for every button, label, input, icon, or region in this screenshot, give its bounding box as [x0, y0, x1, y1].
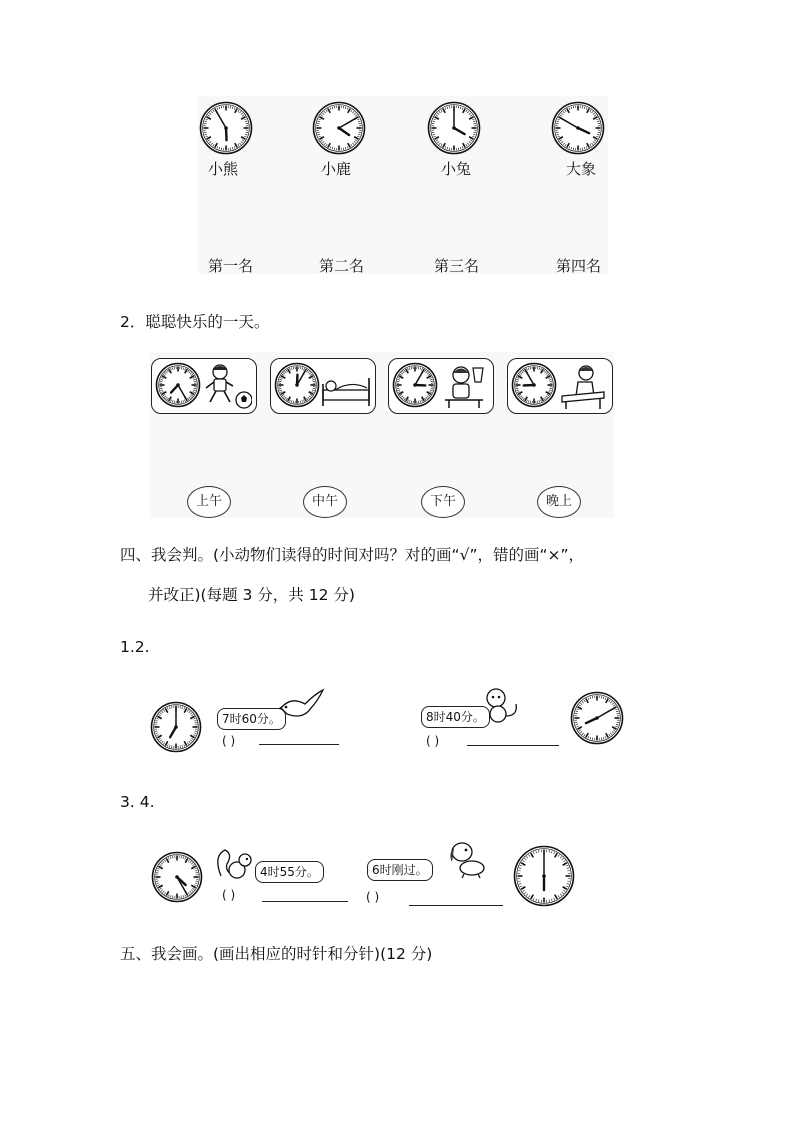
speech-bubble: 7时60分。 [217, 708, 286, 730]
answer-paren[interactable]: ( ) [366, 890, 380, 904]
answer-paren[interactable]: ( ) [222, 888, 236, 902]
activity-card [388, 358, 494, 414]
activity-card [507, 358, 613, 414]
boy-running-icon [202, 362, 252, 410]
dog-icon [446, 840, 490, 880]
period-label: 下午 [421, 486, 465, 518]
clock-icon [570, 691, 624, 745]
period-label: 上午 [187, 486, 231, 518]
clock-icon [392, 362, 438, 408]
period-label: 晚上 [537, 486, 581, 518]
activity-card [270, 358, 376, 414]
question-number: 3. 4. [120, 793, 155, 811]
clock-icon [199, 101, 253, 155]
clock-icon [513, 845, 575, 907]
rank-label: 第四名 [556, 257, 602, 275]
clock-icon [551, 101, 605, 155]
question-number: 1.2. [120, 638, 150, 656]
clock-icon [312, 101, 366, 155]
rank-label: 第一名 [208, 257, 254, 275]
bird-icon [277, 688, 325, 722]
eating-icon [439, 362, 489, 410]
period-label: 中午 [303, 486, 347, 518]
speech-bubble: 4时55分。 [255, 861, 324, 883]
answer-line[interactable] [259, 744, 339, 745]
monkey-icon [482, 686, 522, 726]
animal-label: 小熊 [208, 160, 239, 178]
clock-icon [427, 101, 481, 155]
answer-line[interactable] [409, 905, 503, 906]
squirrel-icon [215, 846, 255, 882]
animal-label: 小鹿 [321, 160, 352, 178]
section-title: 四、我会判。(小动物们读得的时间对吗？对的画“√”，错的画“×”， [120, 546, 585, 564]
answer-paren[interactable]: ( ) [222, 734, 236, 748]
clock-icon [151, 851, 203, 903]
rank-label: 第三名 [434, 257, 480, 275]
answer-line[interactable] [262, 901, 348, 902]
clock-icon [155, 362, 201, 408]
answer-line[interactable] [467, 745, 559, 746]
answer-paren[interactable]: ( ) [426, 734, 440, 748]
animal-label: 小兔 [441, 160, 472, 178]
rank-label: 第二名 [319, 257, 365, 275]
speech-bubble: 6时刚过。 [367, 859, 433, 881]
section-title: 五、我会画。(画出相应的时针和分针)(12 分) [120, 945, 433, 963]
writing-icon [558, 362, 608, 410]
clock-icon [274, 362, 320, 408]
activity-card [151, 358, 257, 414]
animal-label: 大象 [566, 160, 597, 178]
bed-icon [321, 362, 371, 410]
question-title: 2．聪聪快乐的一天。 [120, 313, 270, 331]
clock-icon [511, 362, 557, 408]
race-panel [198, 96, 608, 274]
clock-icon [150, 701, 202, 753]
section-subtitle: 并改正)(每题 3 分，共 12 分) [148, 586, 355, 604]
speech-bubble: 8时40分。 [421, 706, 490, 728]
